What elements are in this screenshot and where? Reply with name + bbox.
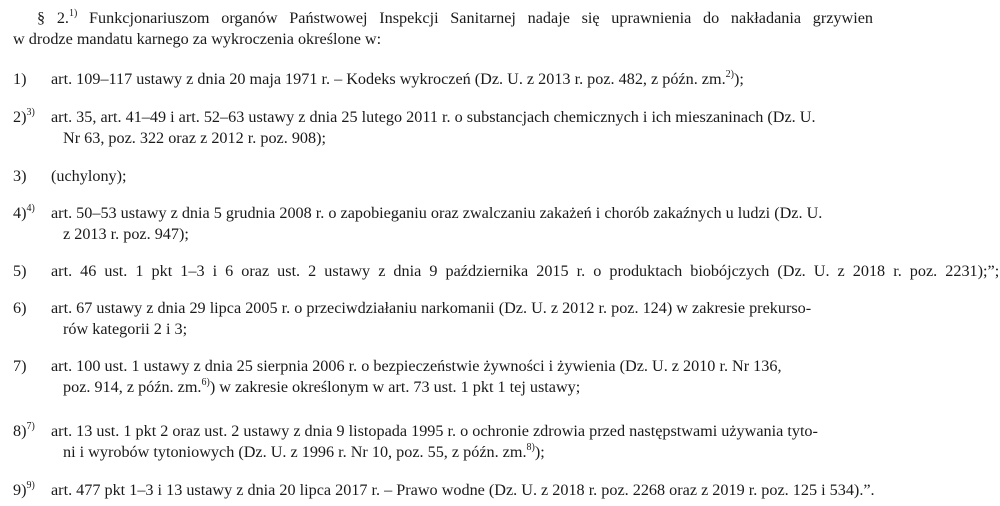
item-line: art. 477 pkt 1–3 i 13 ustawy z dnia 20 lipca 2017 r. – Prawo wodne (Dz. U. z 2018 r. poz. 2268 oraz z 2019 r. poz. 125 i 534).”. <box>51 481 875 499</box>
item-line: Nr 63, poz. 322 oraz z 2012 r. poz. 908); <box>63 129 326 147</box>
item-line: poz. 914, z późn. zm.$^{6)}$) w zakresie określonym w art. 73 ust. 1 pkt 1 tej ustawy; <box>63 376 581 396</box>
item-text <box>51 480 875 501</box>
item-text <box>51 261 999 282</box>
footnote-ref: 2) <box>725 68 734 80</box>
item-line: z 2013 r. poz. 947); <box>63 225 189 243</box>
item-text <box>51 107 816 149</box>
item-text <box>51 203 822 245</box>
footnote-ref: 8) <box>526 441 535 453</box>
item-number: 4)$^{4)}$ <box>13 202 35 222</box>
item-line: rów kategorii 2 i 3; <box>63 320 188 338</box>
item-line: art. 46 ust. 1 pkt 1–3 i 6 oraz ust. 2 ustawy z dnia 9 października 2015 r. o produktach biobójczych (Dz. U. z 2018 r. poz. 2231);”; <box>51 262 1000 280</box>
section-paragraph <box>13 8 873 50</box>
item-line: art. 109–117 ustawy z dnia 20 maja 1971 r. – Kodeks wykroczeń (Dz. U. z 2013 r. poz. 482, z późn. zm.$^{2)}$); <box>51 68 744 88</box>
footnote-ref: 1) <box>68 7 78 19</box>
item-line: art. 50–53 ustawy z dnia 5 grudnia 2008 r. o zapobieganiu oraz zwalczaniu zakażeń i chorób zakaźnych u ludzi (Dz. U. <box>51 204 823 222</box>
item-text <box>51 356 782 398</box>
item-line: art. 100 ust. 1 ustawy z dnia 25 sierpnia 2006 r. o bezpieczeństwie żywności i żywienia (Dz. U. z 2010 r. Nr 136, <box>51 357 782 375</box>
section-intro-text: Funkcjonariuszom organów Państwowej Inspekcji Sanitarnej nadaje się uprawnienia do nakładania grzywien <box>89 9 873 27</box>
item-text <box>51 166 127 187</box>
item-line: ni i wyrobów tytoniowych (Dz. U. z 1996 r. Nr 10, poz. 55, z późn. zm.$^{8)}$); <box>63 441 545 461</box>
item-line: (uchylony); <box>51 167 127 185</box>
footnote-ref: 4) <box>26 202 35 214</box>
item-line: art. 35, art. 41–49 i art. 52–63 ustawy z dnia 25 lutego 2011 r. o substancjach chemicznych i ich mieszaninach (Dz. U. <box>51 108 816 126</box>
item-line: art. 13 ust. 1 pkt 2 oraz ust. 2 ustawy z dnia 9 listopada 1995 r. o ochronie zdrowia przed następstwami używania tyto- <box>51 422 818 440</box>
footnote-ref: 7) <box>26 420 35 432</box>
item-text <box>51 69 744 90</box>
item-number: 5) <box>13 262 27 280</box>
item-number: 3) <box>13 167 27 185</box>
footnote-ref: 3) <box>26 106 35 118</box>
item-number: 9)$^{9)}$ <box>13 479 35 499</box>
item-line: art. 67 ustawy z dnia 29 lipca 2005 r. o przeciwdziałaniu narkomanii (Dz. U. z 2012 r. poz. 124) w zakresie prekurso- <box>51 299 812 317</box>
item-text <box>51 421 818 463</box>
item-number: 8)$^{7)}$ <box>13 420 35 440</box>
item-number: 6) <box>13 299 27 317</box>
section-intro-line-2: w drodze mandatu karnego za wykroczenia określone w: <box>13 30 382 48</box>
item-number: 7) <box>13 357 27 375</box>
item-text <box>51 298 811 340</box>
section-intro-line-1 <box>13 8 873 29</box>
footnote-ref: 6) <box>201 376 210 388</box>
footnote-ref: 9) <box>26 479 35 491</box>
item-number: 1) <box>13 70 27 88</box>
section-number: § 2. <box>37 9 69 27</box>
item-number: 2)$^{3)}$ <box>13 106 35 126</box>
